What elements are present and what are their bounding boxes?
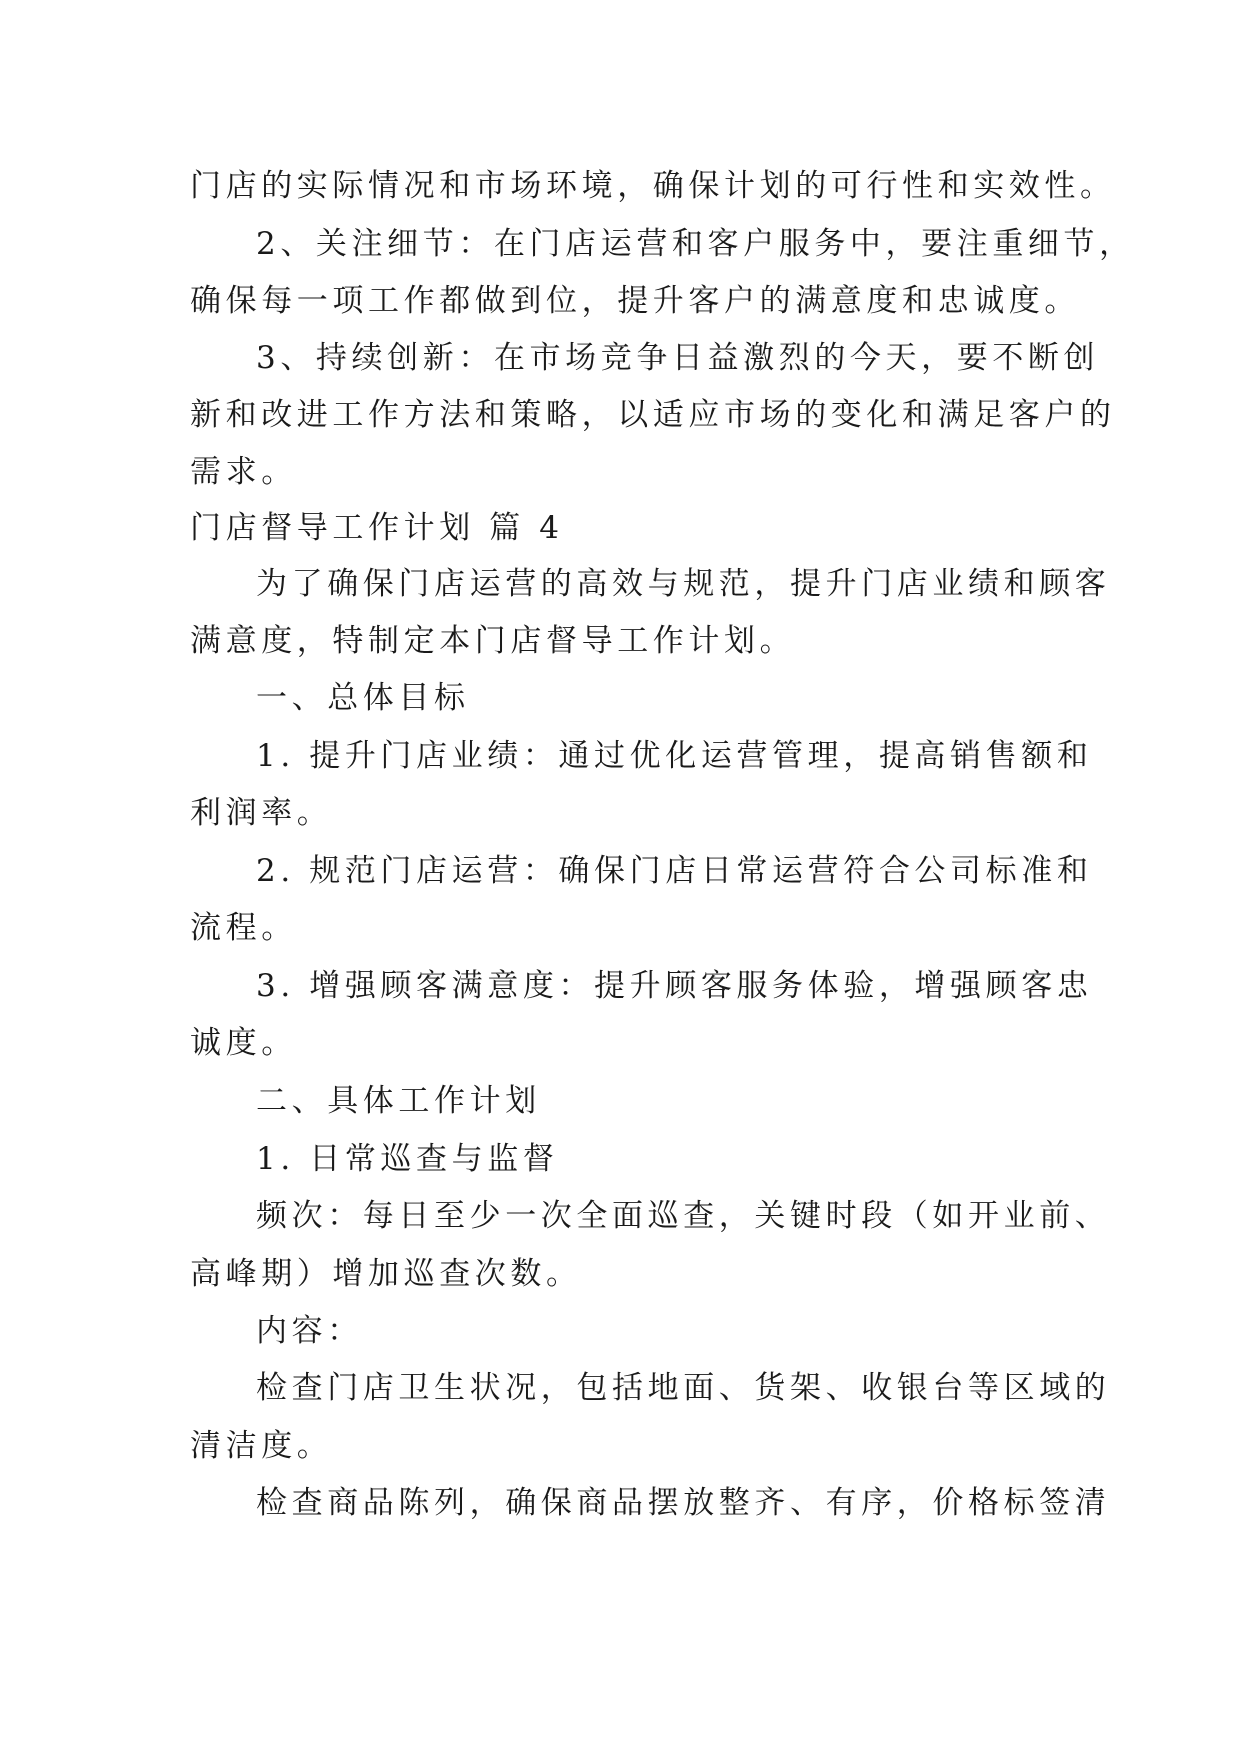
paragraph-line: 新和改进工作方法和策略，以适应市场的变化和满足客户的	[190, 397, 1116, 433]
subheading: 一、总体目标	[256, 680, 470, 716]
paragraph-line: 诚度。	[190, 1025, 297, 1061]
list-item: 1. 日常巡查与监督	[256, 1141, 559, 1177]
paragraph-line: 清洁度。	[190, 1428, 333, 1464]
paragraph-line: 流程。	[190, 910, 297, 946]
paragraph-line: 门店的实际情况和市场环境，确保计划的可行性和实效性。	[190, 168, 1116, 204]
paragraph-line: 高峰期）增加巡查次数。	[190, 1256, 582, 1292]
paragraph-line: 内容：	[256, 1313, 363, 1349]
paragraph-line: 频次：每日至少一次全面巡查，关键时段（如开业前、	[256, 1198, 1111, 1234]
paragraph-line: 2、关注细节：在门店运营和客户服务中，要注重细节，	[256, 226, 1135, 262]
list-item: 2. 规范门店运营：确保门店日常运营符合公司标准和	[256, 853, 1093, 889]
paragraph-line: 利润率。	[190, 795, 333, 831]
paragraph-line: 3、持续创新：在市场竞争日益激烈的今天，要不断创	[256, 340, 1100, 376]
paragraph-line: 满意度，特制定本门店督导工作计划。	[190, 623, 796, 659]
list-item: 3. 增强顾客满意度：提升顾客服务体验，增强顾客忠	[256, 968, 1093, 1004]
section-heading: 门店督导工作计划 篇 4	[190, 510, 564, 546]
list-item: 1. 提升门店业绩：通过优化运营管理，提高销售额和	[256, 738, 1093, 774]
paragraph-line: 为了确保门店运营的高效与规范，提升门店业绩和顾客	[256, 566, 1111, 602]
paragraph-line: 需求。	[190, 454, 297, 490]
paragraph-line: 检查商品陈列，确保商品摆放整齐、有序，价格标签清	[256, 1485, 1111, 1521]
paragraph-line: 检查门店卫生状况，包括地面、货架、收银台等区域的	[256, 1370, 1111, 1406]
paragraph-line: 确保每一项工作都做到位，提升客户的满意度和忠诚度。	[190, 283, 1080, 319]
subheading: 二、具体工作计划	[256, 1083, 541, 1119]
